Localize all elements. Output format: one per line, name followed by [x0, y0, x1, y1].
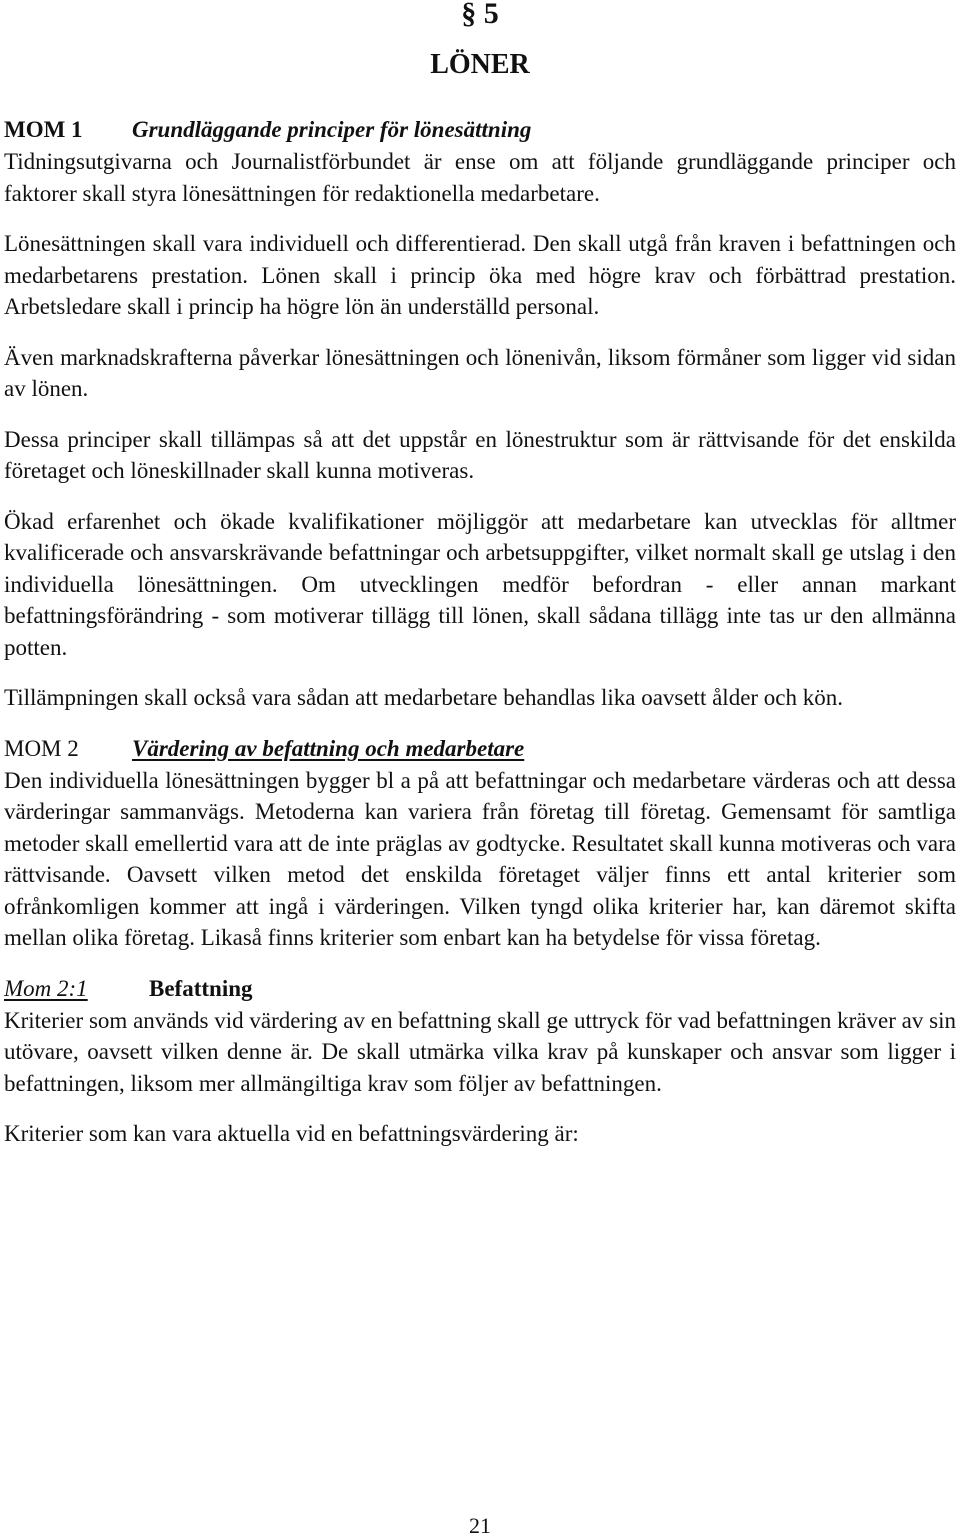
paragraph-gap: [4, 487, 956, 506]
mom2-label: MOM 2: [4, 735, 79, 761]
mom1-heading: [4, 114, 956, 146]
paragraph-gap: [4, 323, 956, 342]
mom2-title: Värdering av befattning och medarbetare: [132, 735, 525, 761]
mom1-paragraph-3: Även marknadskrafterna påverkar lönesättningen och lönenivån, liksom förmåner som ligger vid sidan av lönen.: [4, 344, 956, 401]
mom2-paragraph: Den individuella lönesättningen bygger bl a på att befattningar och medarbetare värderas och att dessa värderingar sammanvägs. Metoderna kan variera från företag till företag. Gemensamt för samtliga metoder skall emellertid vara att de inte präglas av godtycke. Resultatet skall kunna motiveras och vara rättvisande. Oavsett vilken metod det enskilda företaget väljer finns ett antal kriterier som ofrånkomligen kommer att ingå i värderingen. Vilken tyngd olika kriterier har, kan däremot skifta mellan olika företag. Likaså finns kriterier som enbart kan ha betydelse för vissa företag.: [4, 767, 956, 950]
paragraph-gap: [4, 714, 956, 733]
paragraph-gap: [4, 209, 956, 228]
mom2-1-label: Mom 2:1: [4, 975, 88, 1001]
mom2-1-paragraph-1: Kriterier som används vid värdering av en befattning skall ge uttryck för vad befattningen kräver av sin utövare, oavsett vilken denne är. De skall utmärka vilka krav på kunskaper och ansvar som ligger i befattningen, liksom mer allmängiltiga krav som följer av befattningen.: [4, 1007, 956, 1096]
mom1-paragraph-4: Dessa principer skall tillämpas så att det uppstår en lönestruktur som är rättvisande för det enskilda företaget och löneskillnader skall kunna motiveras.: [4, 426, 956, 483]
page-number: 21: [469, 1513, 491, 1538]
paragraph-gap: [4, 405, 956, 424]
mom1-paragraph-5: Ökad erfarenhet och ökade kvalifikationer möjliggör att medarbetare kan utvecklas för alltmer kvalificerade och ansvarskrävande befattningar och arbetsuppgifter, vilket normalt skall ge utslag i den individuella lönesättningen. Om utvecklingen medför befordran - eller annan markant befattningsförändring - som motiverar tillägg till lönen, skall sådana tillägg inte tas ur den allmänna potten.: [4, 508, 956, 660]
paragraph-gap: [4, 1099, 956, 1118]
section-number-text: § 5: [461, 0, 499, 30]
mom1-title: Grundläggande principer för lönesättning: [132, 117, 532, 142]
mom1-label: MOM 1: [4, 117, 83, 142]
mom2-heading: [4, 733, 956, 765]
paragraph-gap: [4, 954, 956, 973]
mom1-paragraph-6: Tillämpningen skall också vara sådan att medarbetare behandlas lika oavsett ålder och kön.: [4, 685, 844, 710]
paragraph-gap: [4, 663, 956, 682]
document-body: [4, 114, 956, 1150]
mom2-1-heading: [4, 973, 956, 1005]
mom2-1-paragraph-2: Kriterier som kan vara aktuella vid en befattningsvärdering är:: [4, 1121, 579, 1146]
mom2-1-title: Befattning: [149, 975, 253, 1001]
mom1-paragraph-2: Lönesättningen skall vara individuell och differentierad. Den skall utgå från kraven i befattningen och medarbetarens prestation. Lönen skall i princip öka med högre krav och förbättrad prestation. Arbetsledare skall i princip ha högre lön än underställd personal.: [4, 231, 956, 319]
section-number: [0, 0, 960, 34]
section-title: LÖNER: [430, 49, 530, 80]
mom1-paragraph-1: Tidningsutgivarna och Journalistförbundet är ense om att följande grundläggande principer och faktorer skall styra lönesättningen för redaktionella medarbetare.: [4, 149, 956, 206]
